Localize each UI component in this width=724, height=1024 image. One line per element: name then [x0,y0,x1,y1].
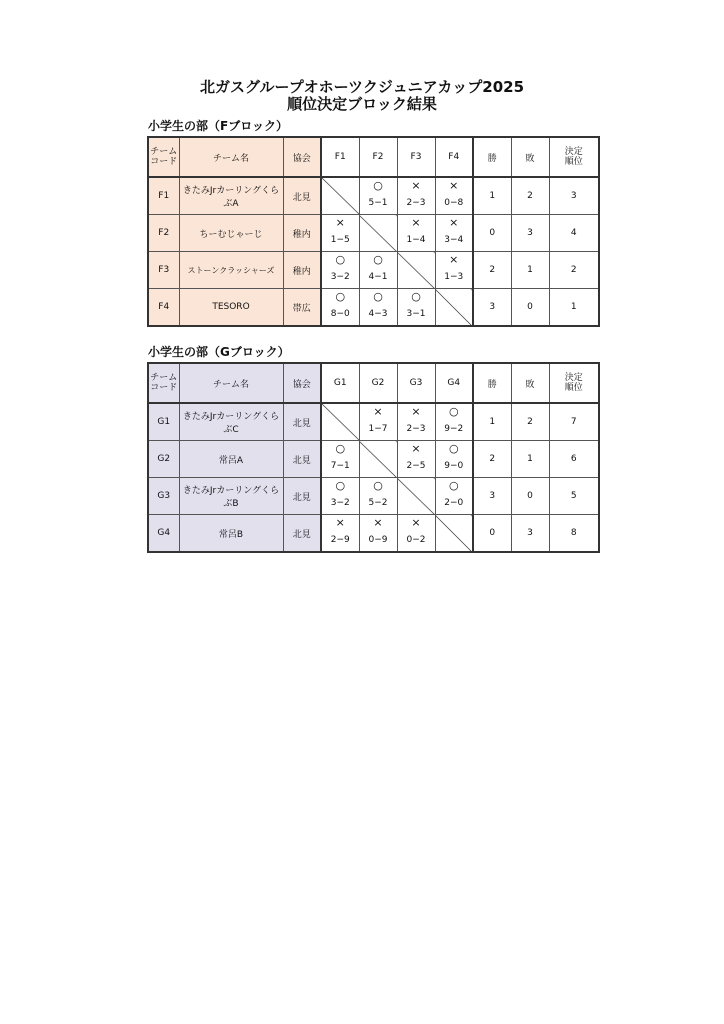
result-cell: × 2−9 [321,515,359,553]
final-rank: 7 [549,403,599,441]
team-assoc: 北見 [283,177,321,215]
result-cell: ○ 7−1 [321,441,359,478]
loss-count: 3 [511,515,549,553]
loss-count: 2 [511,177,549,215]
final-rank: 8 [549,515,599,553]
result-cell: ○ 9−0 [435,441,473,478]
result-cell: × 0−8 [435,177,473,215]
table-header-row [148,137,599,177]
win-count: 1 [473,403,511,441]
team-name: きたみJrカーリングくらぶC [179,403,283,441]
result-cell: × 0−2 [397,515,435,553]
result-cell: ○ 2−0 [435,478,473,515]
team-code: G1 [148,403,179,441]
final-rank: 3 [549,177,599,215]
team-assoc: 北見 [283,478,321,515]
page-subtitle: 順位決定ブロック結果 [287,95,437,113]
team-code: F1 [148,177,179,215]
result-cell: ○ 4−1 [359,252,397,289]
result-cell: ○ 9−2 [435,403,473,441]
final-rank: 6 [549,441,599,478]
table-row [148,515,599,553]
table-row [148,441,599,478]
diagonal-cell [359,215,397,252]
win-count: 2 [473,441,511,478]
result-cell: × 1−7 [359,403,397,441]
team-assoc: 北見 [283,515,321,553]
team-name: ちーむじゃーじ [179,215,283,252]
team-code: F3 [148,252,179,289]
header-rank: 決定 順位 [549,363,599,403]
result-cell: ○ 3−1 [397,289,435,327]
result-cell: × 0−9 [359,515,397,553]
header-col: F1 [321,137,359,177]
header-name: チーム名 [179,137,283,177]
header-code: チーム コード [148,137,179,177]
diagonal-cell [435,289,473,327]
section-label-g: 小学生の部（Gブロック） [148,345,290,359]
final-rank: 4 [549,215,599,252]
section-label-f: 小学生の部（Fブロック） [148,119,288,133]
win-count: 2 [473,252,511,289]
header-rank: 決定 順位 [549,137,599,177]
diagonal-cell [397,478,435,515]
team-name: きたみJrカーリングくらぶB [179,478,283,515]
team-code: G3 [148,478,179,515]
loss-count: 1 [511,252,549,289]
team-name: きたみJrカーリングくらぶA [179,177,283,215]
final-rank: 5 [549,478,599,515]
result-cell: ○ 5−1 [359,177,397,215]
header-assoc: 協会 [283,363,321,403]
table-row [148,252,599,289]
win-count: 1 [473,177,511,215]
header-assoc: 協会 [283,137,321,177]
block-table-g [147,362,600,553]
win-count: 3 [473,289,511,327]
win-count: 0 [473,215,511,252]
block-table-f [147,136,600,327]
result-cell: × 2−3 [397,403,435,441]
team-assoc: 北見 [283,441,321,478]
table-row [148,177,599,215]
header-loss: 敗 [511,363,549,403]
diagonal-cell [321,177,359,215]
table-row [148,215,599,252]
diagonal-cell [359,441,397,478]
result-cell: × 1−4 [397,215,435,252]
result-cell: ○ 3−2 [321,478,359,515]
header-win: 勝 [473,137,511,177]
result-cell: ○ 3−2 [321,252,359,289]
result-cell: × 1−3 [435,252,473,289]
win-count: 0 [473,515,511,553]
diagonal-cell [321,403,359,441]
page-title: 北ガスグループオホーツクジュニアカップ2025 [199,78,525,96]
table-row [148,289,599,327]
team-name: 常呂B [179,515,283,553]
loss-count: 1 [511,441,549,478]
header-col: F2 [359,137,397,177]
loss-count: 2 [511,403,549,441]
diagonal-cell [397,252,435,289]
header-name: チーム名 [179,363,283,403]
result-cell: ○ 4−3 [359,289,397,327]
final-rank: 1 [549,289,599,327]
header-code: チーム コード [148,363,179,403]
loss-count: 3 [511,215,549,252]
team-assoc: 北見 [283,403,321,441]
header-col: G4 [435,363,473,403]
team-name: TESORO [179,289,283,327]
table-row [148,478,599,515]
team-code: G4 [148,515,179,553]
team-name: ストーンクラッシャーズ [179,252,283,289]
header-col: G2 [359,363,397,403]
result-cell: × 3−4 [435,215,473,252]
header-col: G3 [397,363,435,403]
loss-count: 0 [511,478,549,515]
result-cell: × 1−5 [321,215,359,252]
header-loss: 敗 [511,137,549,177]
diagonal-cell [435,515,473,553]
header-col: F4 [435,137,473,177]
team-assoc: 帯広 [283,289,321,327]
result-cell: ○ 5−2 [359,478,397,515]
team-assoc: 稚内 [283,252,321,289]
result-cell: × 2−3 [397,177,435,215]
header-col: F3 [397,137,435,177]
header-col: G1 [321,363,359,403]
team-code: F4 [148,289,179,327]
team-name: 常呂A [179,441,283,478]
team-assoc: 稚内 [283,215,321,252]
team-code: G2 [148,441,179,478]
result-cell: ○ 8−0 [321,289,359,327]
team-code: F2 [148,215,179,252]
table-row [148,403,599,441]
result-cell: × 2−5 [397,441,435,478]
header-win: 勝 [473,363,511,403]
table-header-row [148,363,599,403]
loss-count: 0 [511,289,549,327]
win-count: 3 [473,478,511,515]
final-rank: 2 [549,252,599,289]
